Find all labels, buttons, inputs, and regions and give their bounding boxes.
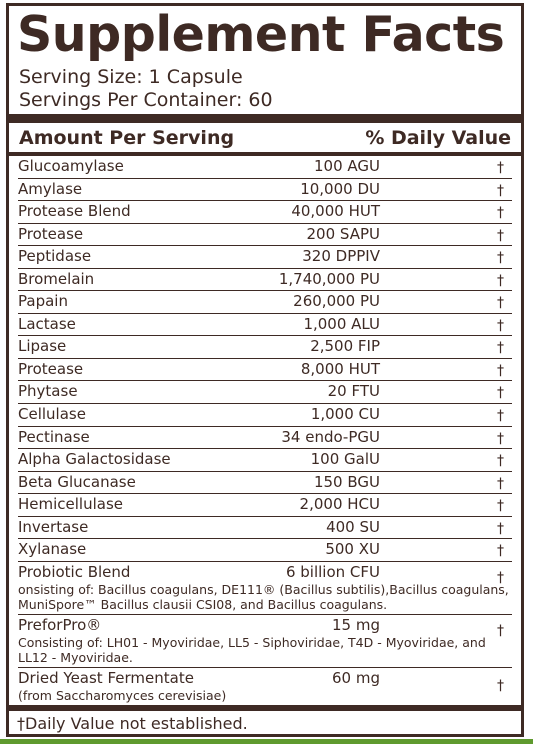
ingredient-name: Lactase — [18, 314, 76, 333]
ingredient-amount: 400 SU — [326, 517, 380, 536]
ingredient-name: Papain — [18, 292, 68, 311]
daily-value-mark: † — [497, 317, 504, 334]
thick-divider-bottom — [9, 705, 521, 711]
ingredient-name: Alpha Galactosidase — [18, 450, 171, 469]
table-row — [18, 224, 512, 247]
ingredient-name: Invertase — [18, 517, 89, 536]
table-row — [18, 291, 512, 314]
table-row — [18, 314, 512, 337]
ingredient-name: Protease Blend — [18, 202, 131, 221]
ingredient-amount: 20 FTU — [327, 382, 380, 401]
table-row — [18, 179, 512, 202]
ingredient-amount: 500 XU — [325, 540, 380, 559]
ingredient-detail: onsisting of: Bacillus coagulans, DE111® (Bacillus subtilis),Bacillus coagulans, MuniSpore™ Bacillus clausii CSI08, and Bacillus coagulans. — [18, 581, 509, 612]
daily-value-mark: † — [497, 569, 504, 586]
ingredient-amount: 2,500 FIP — [310, 337, 380, 356]
ingredient-name: PreforPro® — [18, 615, 102, 634]
ingredient-name: Dried Yeast Fermentate — [18, 668, 194, 687]
daily-value-mark: † — [497, 295, 504, 312]
daily-value-mark: † — [497, 408, 504, 425]
ingredient-name: Hemicellulase — [18, 495, 124, 514]
daily-value-mark: † — [497, 182, 504, 199]
thick-divider-top — [9, 114, 521, 123]
table-row — [18, 539, 512, 562]
accent-bar — [0, 739, 533, 744]
table-row-preforpro — [18, 615, 512, 668]
daily-value-mark: † — [497, 227, 504, 244]
footnote: †Daily Value not established. — [17, 714, 248, 733]
ingredient-amount: 200 SAPU — [306, 224, 380, 243]
ingredient-amount: 6 billion CFU — [285, 562, 380, 581]
daily-value-mark: † — [497, 272, 504, 289]
ingredient-list — [18, 156, 512, 706]
table-row — [18, 404, 512, 427]
table-row — [18, 269, 512, 292]
ingredient-name: Phytase — [18, 382, 78, 401]
ingredient-amount: 150 BGU — [313, 472, 380, 491]
table-row — [18, 472, 512, 495]
table-row — [18, 517, 512, 540]
ingredient-amount: 60 mg — [332, 668, 380, 687]
daily-value-mark: † — [497, 385, 504, 402]
daily-value-mark: † — [497, 160, 504, 176]
table-row-yeast — [18, 668, 512, 706]
ingredient-amount: 100 AGU — [314, 157, 380, 175]
ingredient-amount: 100 GalU — [310, 450, 380, 469]
ingredient-name: Amylase — [18, 179, 83, 198]
table-row — [18, 359, 512, 382]
row-main-line — [18, 615, 512, 639]
row-main-line — [18, 562, 512, 586]
daily-value-mark: † — [497, 250, 504, 267]
daily-value-mark: † — [497, 430, 504, 447]
ingredient-name: Lipase — [18, 337, 67, 356]
ingredient-name: Beta Glucanase — [18, 472, 136, 491]
servings-per-container: Servings Per Container: 60 — [19, 89, 273, 111]
table-row — [18, 381, 512, 404]
daily-value-mark: † — [497, 543, 504, 560]
ingredient-amount: 1,000 CU — [310, 405, 380, 424]
ingredient-name: Glucoamylase — [18, 157, 124, 175]
ingredient-name: Probiotic Blend — [18, 562, 131, 581]
daily-value-mark: † — [497, 622, 504, 639]
ingredient-amount: 8,000 HUT — [300, 359, 380, 378]
serving-size: Serving Size: 1 Capsule — [19, 66, 243, 88]
table-row-probiotic — [18, 562, 512, 615]
ingredient-name: Pectinase — [18, 427, 90, 446]
amount-per-serving-label: Amount Per Serving — [19, 127, 235, 149]
daily-value-mark: † — [497, 475, 504, 492]
daily-value-label: % Daily Value — [365, 127, 511, 149]
ingredient-amount: 10,000 DU — [300, 179, 380, 198]
ingredient-amount: 2,000 HCU — [299, 495, 380, 514]
table-row — [18, 427, 512, 450]
ingredient-amount: 15 mg — [332, 615, 380, 634]
table-row — [18, 246, 512, 269]
ingredient-amount: 260,000 PU — [293, 292, 380, 311]
daily-value-mark: † — [497, 205, 504, 222]
daily-value-mark: † — [497, 340, 504, 357]
panel-title: Supplement Facts — [17, 6, 505, 63]
table-row — [18, 494, 512, 517]
daily-value-mark: † — [497, 498, 504, 515]
ingredient-amount: 1,740,000 PU — [278, 269, 380, 288]
table-row — [18, 336, 512, 359]
ingredient-amount: 34 endo-PGU — [281, 427, 380, 446]
ingredient-amount: 40,000 HUT — [291, 202, 380, 221]
ingredient-name: Protease — [18, 359, 84, 378]
table-row — [18, 156, 512, 179]
ingredient-detail: (from Saccharomyces cerevisiae) — [18, 687, 227, 703]
table-row — [18, 201, 512, 224]
row-main-line — [18, 668, 512, 694]
ingredient-name: Xylanase — [18, 540, 87, 559]
daily-value-mark: † — [497, 520, 504, 537]
supplement-facts-panel — [6, 3, 524, 737]
ingredient-amount: 320 DPPIV — [302, 247, 380, 266]
ingredient-amount: 1,000 ALU — [303, 314, 380, 333]
ingredient-name: Bromelain — [18, 269, 95, 288]
daily-value-mark: † — [497, 362, 504, 379]
table-row — [18, 449, 512, 472]
ingredient-name: Cellulase — [18, 405, 86, 424]
ingredient-name: Peptidase — [18, 247, 92, 266]
ingredient-detail: Consisting of: LH01 - Myoviridae, LL5 - Siphoviridae, T4D - Myoviridae, and LL12 - Myoviridae. — [18, 634, 486, 665]
ingredient-name: Protease — [18, 224, 84, 243]
table-header — [19, 124, 511, 152]
daily-value-mark: † — [497, 453, 504, 470]
daily-value-mark: † — [497, 677, 504, 694]
